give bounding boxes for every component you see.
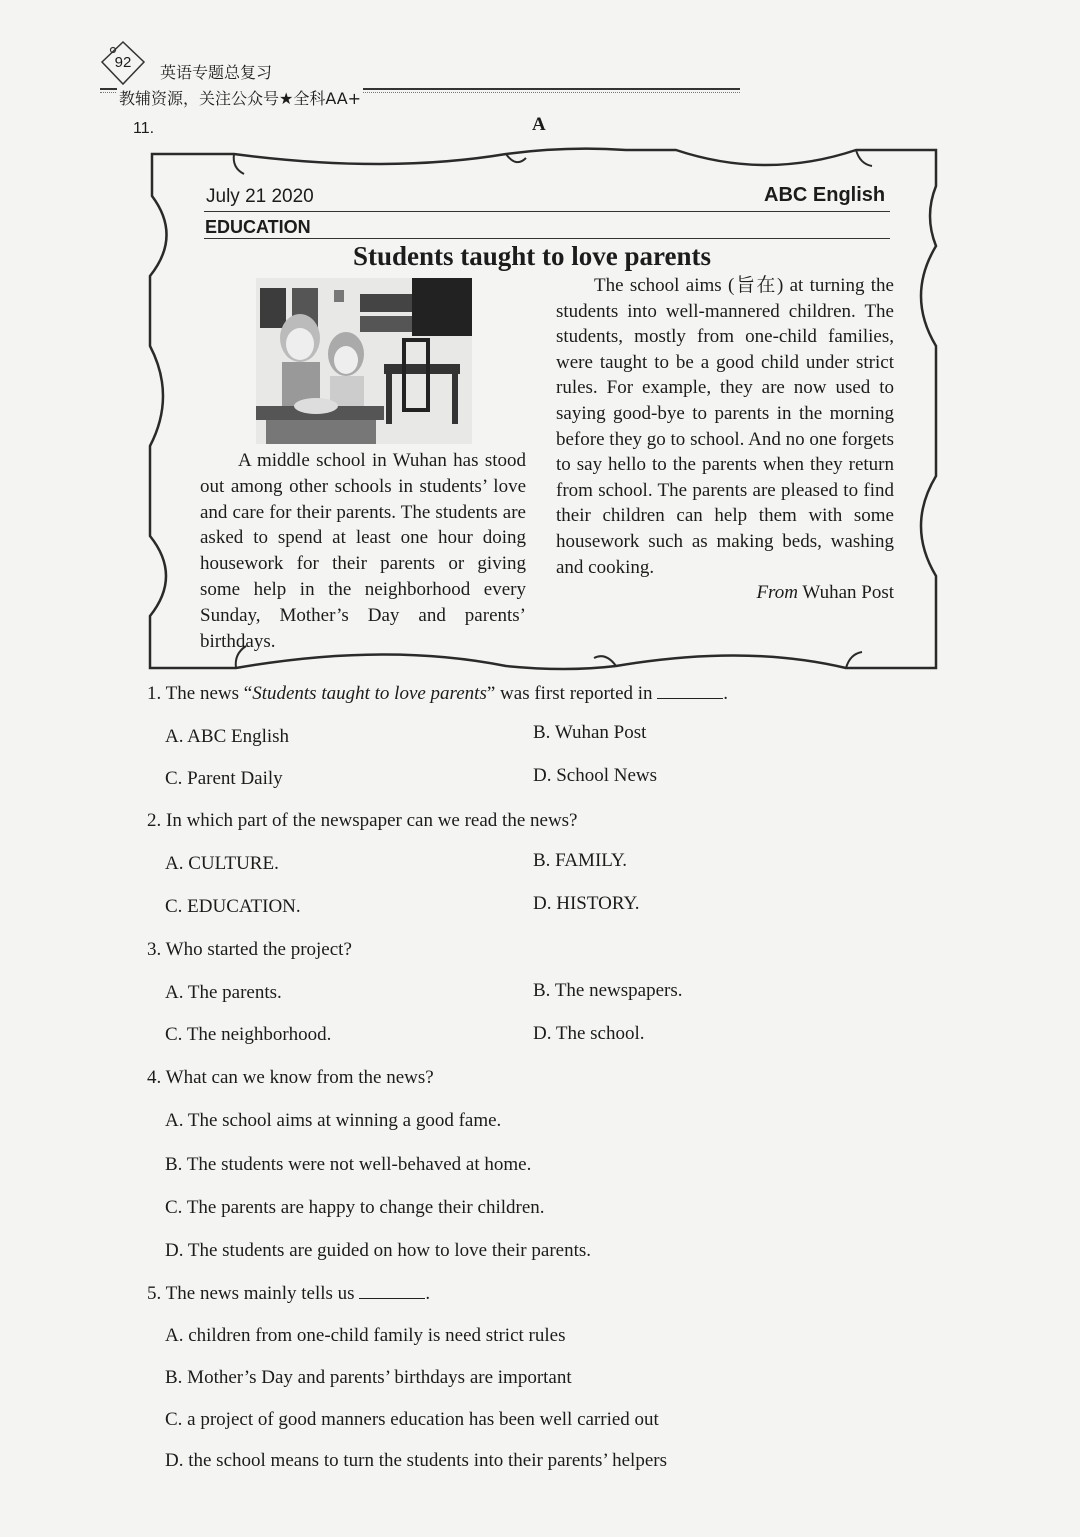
question-5: 5. The news mainly tells us .	[147, 1283, 431, 1304]
q1-option-b[interactable]: B. Wuhan Post	[533, 722, 647, 743]
article-headline: Students taught to love parents	[353, 241, 712, 271]
q4-option-c[interactable]: C. The parents are happy to change their children.	[165, 1197, 545, 1218]
q3-option-c[interactable]: C. The neighborhood.	[165, 1024, 332, 1045]
book-title: 英语专题总复习	[160, 63, 273, 82]
section-letter: A	[532, 114, 546, 135]
page-header	[100, 40, 750, 110]
q1-option-c[interactable]: C. Parent Daily	[165, 768, 283, 789]
q2-option-c[interactable]: C. EDUCATION.	[165, 896, 301, 917]
illustration-image	[256, 278, 472, 444]
answer-blank[interactable]	[657, 682, 723, 699]
question-3: 3. Who started the project?	[147, 939, 352, 960]
newspaper-section: EDUCATION	[205, 217, 311, 237]
article-paragraph: The school aims (旨在) at turning the students into well-mannered children. The students, mostly from one-child families, were taught to be a good child under strict rules. For example, they are now used to saying good-bye to parents in the morning before they go to school. And no one forgets to say hello to the parents when they return from school. The parents are pleased to find their children can help them with some housework such as making beds, washing and cooking.	[556, 275, 894, 578]
newspaper-rule-bottom	[204, 238, 890, 239]
page-number: 92	[114, 54, 132, 71]
q5-option-a[interactable]: A. children from one-child family is need strict rules	[165, 1325, 566, 1346]
q3-option-a[interactable]: A. The parents.	[165, 982, 282, 1003]
newspaper-name: ABC English	[764, 184, 886, 206]
newspaper-rule-top	[204, 211, 890, 212]
article-source	[556, 580, 894, 606]
question-2: 2. In which part of the newspaper can we read the news?	[147, 810, 578, 831]
q3-option-d[interactable]: D. The school.	[533, 1023, 645, 1044]
q5-option-c[interactable]: C. a project of good manners education has been well carried out	[165, 1409, 659, 1430]
question-number: 11.	[133, 120, 155, 137]
question-1: 1. The news “Students taught to love parents” was first reported in .	[147, 683, 729, 704]
article-left-column	[200, 448, 526, 654]
q1-option-d[interactable]: D. School News	[533, 765, 658, 786]
q5-option-d[interactable]: D. the school means to turn the students into their parents’ helpers	[165, 1450, 667, 1471]
q4-option-b[interactable]: B. The students were not well-behaved at home.	[165, 1154, 532, 1175]
source-prefix: From	[756, 582, 798, 604]
q4-option-a[interactable]: A. The school aims at winning a good fame.	[165, 1110, 502, 1131]
article-paragraph: A middle school in Wuhan has stood out among other schools in students’ love and care for their parents. The students are asked to spend at least one hour doing housework for their parents or giving some help in the neighborhood every Sunday, Mother’s Day and parents’ birthdays.	[200, 450, 526, 652]
q5-option-b[interactable]: B. Mother’s Day and parents’ birthdays are important	[165, 1367, 572, 1388]
source-name: Wuhan Post	[802, 582, 894, 604]
answer-blank[interactable]	[359, 1282, 425, 1299]
q3-option-b[interactable]: B. The newspapers.	[533, 980, 683, 1001]
question-4: 4. What can we know from the news?	[147, 1067, 434, 1088]
q4-option-d[interactable]: D. The students are guided on how to love their parents.	[165, 1240, 591, 1261]
q2-option-d[interactable]: D. HISTORY.	[533, 893, 640, 914]
q2-option-b[interactable]: B. FAMILY.	[533, 850, 627, 871]
newspaper-date: July 21 2020	[206, 186, 314, 207]
q2-option-a[interactable]: A. CULTURE.	[165, 853, 279, 874]
article-right-column	[556, 273, 894, 606]
q1-option-a[interactable]: A. ABC English	[165, 726, 290, 747]
watermark-text: 教辅资源，关注公众号★全科AA+	[117, 86, 363, 109]
